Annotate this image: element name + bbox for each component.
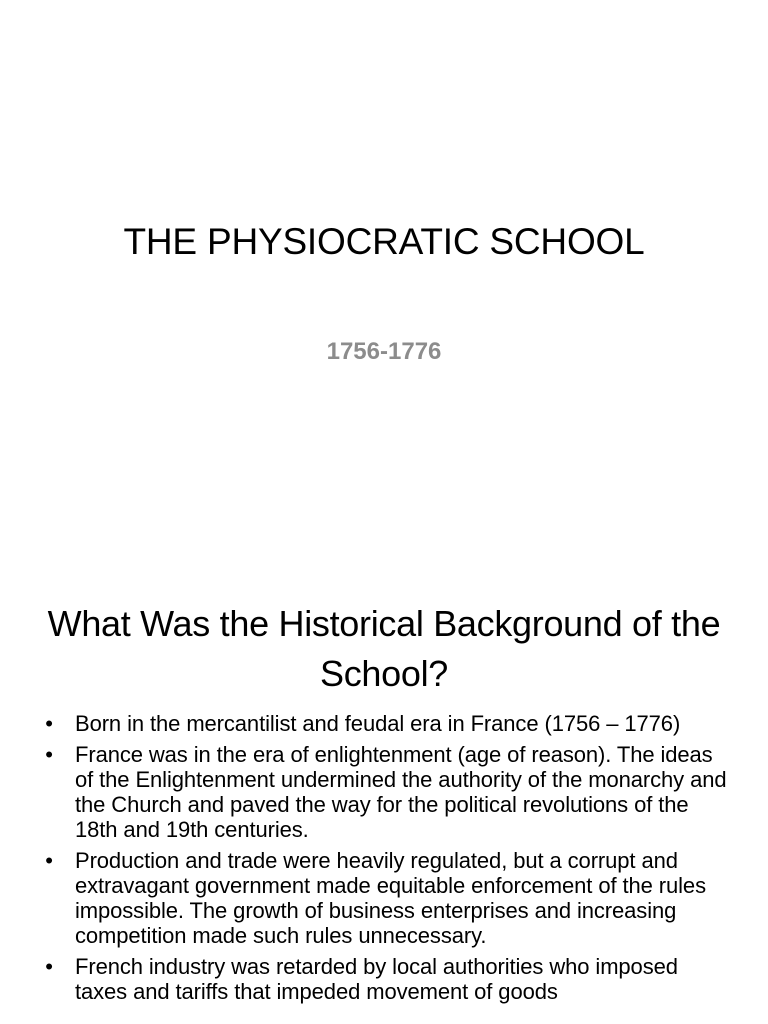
bullet-item <box>30 954 730 1004</box>
bullet-text: Born in the mercantilist and feudal era in France (1756 – 1776) <box>75 711 681 736</box>
bullet-text: Production and trade were heavily regulated, but a corrupt and extravagant government made equitable enforcement of the rules impossible. The growth of business enterprises and increasing competition made such rules unnecessary. <box>75 848 706 948</box>
bullet-dot-icon: • <box>45 848 53 873</box>
bullet-list <box>30 711 730 1010</box>
bullet-dot-icon: • <box>45 954 53 979</box>
bullet-dot-icon: • <box>45 742 53 767</box>
bullet-item <box>30 848 730 948</box>
slide-title: THE PHYSIOCRATIC SCHOOL <box>123 221 645 262</box>
bullet-item <box>30 711 730 736</box>
slide-2-title: What Was the Historical Background of the School? <box>47 603 721 694</box>
slide-subtitle: 1756-1776 <box>326 338 442 365</box>
bullet-text: French industry was retarded by local authorities who imposed taxes and tariffs that impeded movement of goods <box>75 954 678 1004</box>
bullet-text: France was in the era of enlightenment (age of reason). The ideas of the Enlightenment undermined the authority of the monarchy and the Church and paved the way for the political revolutions of the 18th and 19th centuries. <box>75 742 727 842</box>
bullet-item <box>30 742 730 842</box>
bullet-dot-icon: • <box>45 711 53 736</box>
